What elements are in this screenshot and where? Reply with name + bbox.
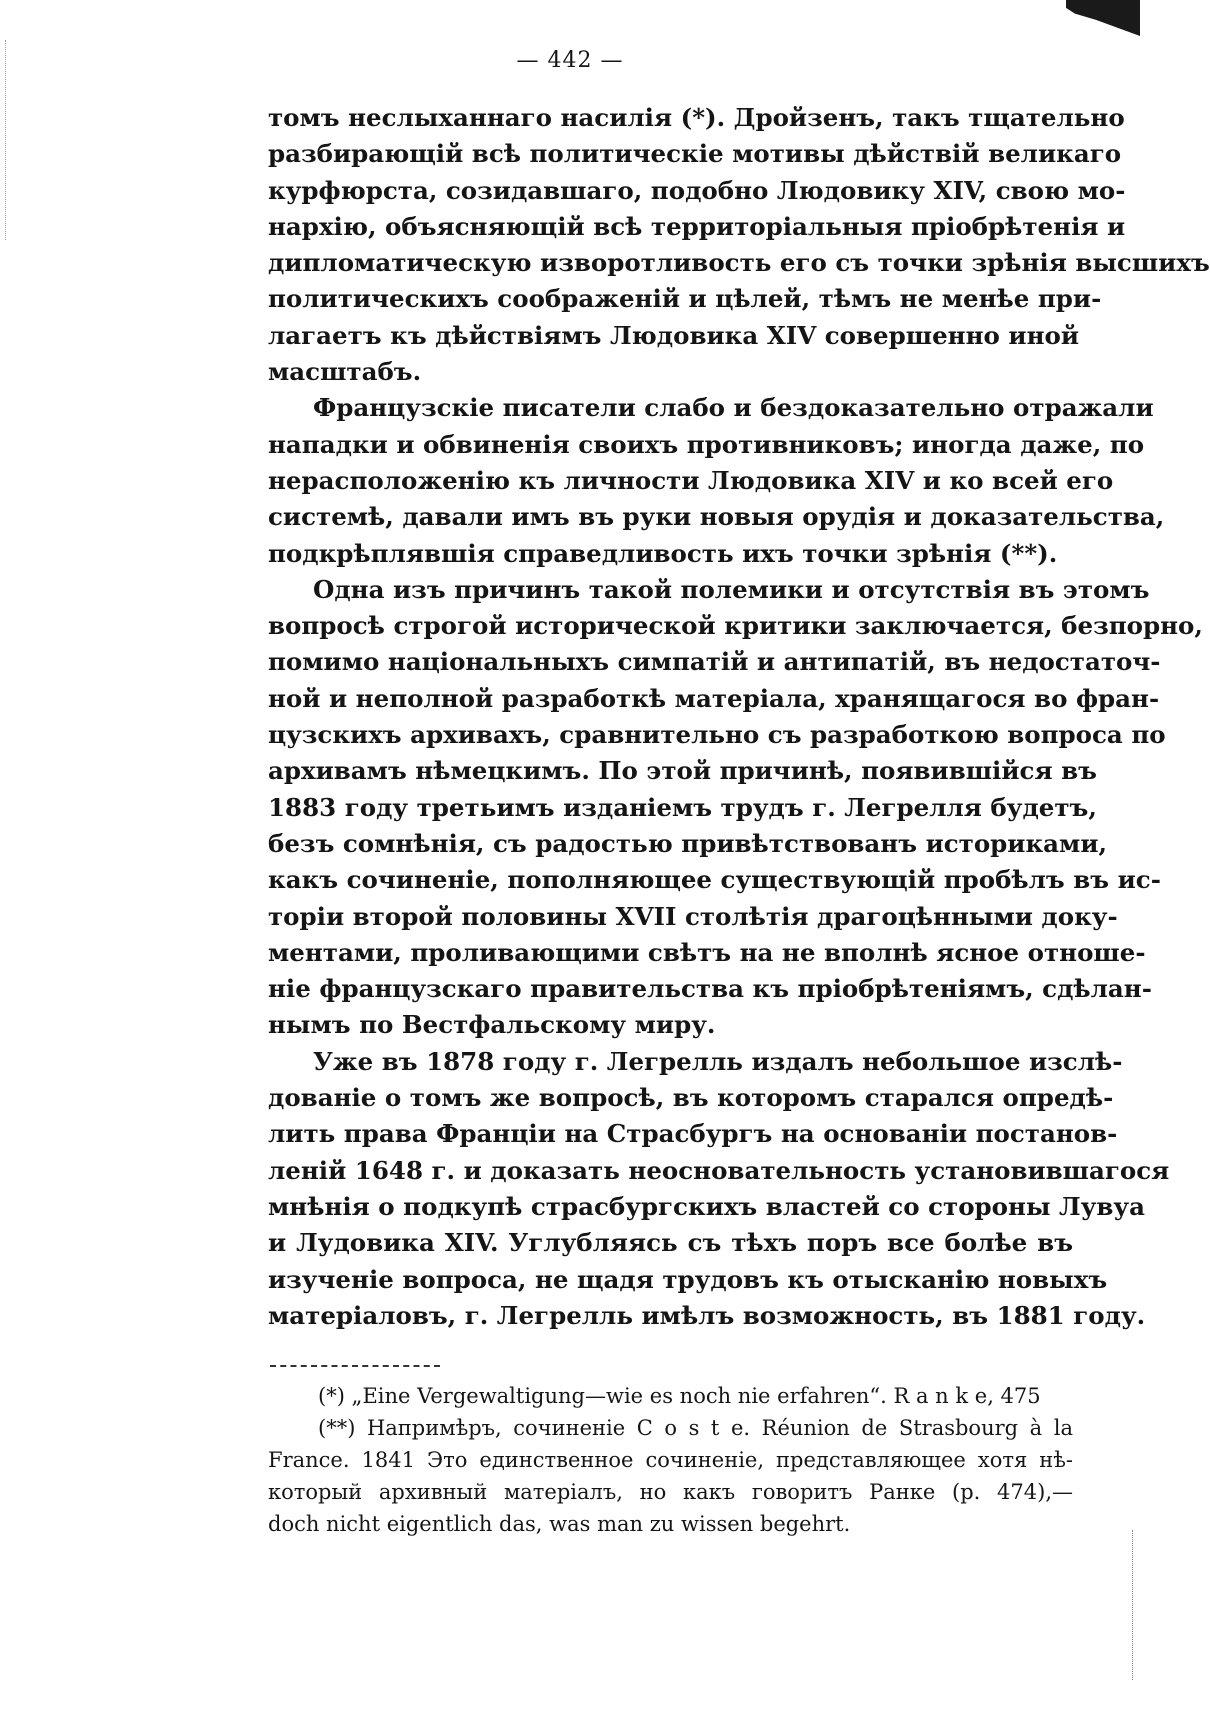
text-line: мнѣнія о подкупѣ страсбургскихъ властей со стороны Лувуа	[268, 1191, 1145, 1221]
paragraph-1	[268, 100, 1210, 390]
text-line: лить права Франціи на Страсбургъ на основаніи постанов-	[268, 1119, 1118, 1149]
footnotes	[268, 1380, 1073, 1540]
footnote-line: (**) Напримѣръ, сочиненіе C o s t e. Réunion de Strasbourg à la	[318, 1416, 1073, 1440]
scan-right-edge	[1132, 1530, 1134, 1680]
text-line: лагаетъ къ дѣйствіямъ Людовика XIV совершенно иной	[268, 320, 1080, 350]
text-line: вопросѣ строгой исторической критики заключается, безпорно,	[268, 611, 1203, 641]
text-line: курфюрста, созидавшаго, подобно Людовику XIV, свою мо-	[268, 175, 1126, 205]
footnote-separator	[270, 1365, 440, 1367]
text-line: безъ сомнѣнія, съ радостью привѣтствованъ историками,	[268, 828, 1108, 858]
text-line: Французскіе писатели слабо и бездоказательно отражали	[313, 393, 1154, 423]
footnote-line: (*) „Eine Vergewaltigung—wie es noch nie erfahren“. R a n k e, 475	[318, 1384, 1041, 1408]
text-line: подкрѣплявшія справедливость ихъ точки зрѣнія (**).	[268, 538, 1058, 568]
footnote-2	[268, 1412, 1073, 1540]
text-line: масштабъ.	[268, 357, 422, 387]
footnote-line: doch nicht eigentlich das, was man zu wissen begehrt.	[268, 1512, 851, 1536]
text-line: архивамъ нѣмецкимъ. По этой причинѣ, появившійся въ	[268, 756, 1097, 786]
text-line: системѣ, давали имъ въ руки новыя орудія и доказательства,	[268, 502, 1165, 532]
text-line: разбирающій всѣ политическіе мотивы дѣйствій великаго	[268, 139, 1122, 169]
paragraph-3	[268, 572, 1203, 1044]
footnote-line: который архивный матеріалъ, но какъ говоритъ Ранке (p. 474),—	[268, 1480, 1073, 1504]
page-number: — 442 —	[516, 48, 624, 73]
text-line: нерасположенію къ личности Людовика XIV и ко всей его	[268, 465, 1114, 495]
text-line: Уже въ 1878 году г. Легрелль издалъ небольшое изслѣ-	[313, 1046, 1123, 1076]
text-line: нападки и обвиненія своихъ противниковъ; иногда даже, по	[268, 429, 1145, 459]
footnote-1	[268, 1380, 1073, 1412]
text-line: торіи второй половины XVII столѣтія драгоцѣнными доку-	[268, 901, 1118, 931]
paragraph-4	[268, 1044, 1170, 1334]
text-line: матеріаловъ, г. Легрелль имѣлъ возможность, въ 1881 году.	[268, 1300, 1146, 1330]
text-line: политическихъ соображеній и цѣлей, тѣмъ не менѣе при-	[268, 284, 1102, 314]
text-line: томъ неслыханнаго насилія (*). Дройзенъ, такъ тщательно	[268, 103, 1125, 132]
text-line: леній 1648 г. и доказать неосновательность установившагося	[268, 1155, 1170, 1185]
text-line: дованіе о томъ же вопросѣ, въ которомъ старался опредѣ-	[268, 1083, 1114, 1113]
text-line: 1883 году третьимъ изданіемъ трудъ г. Легрелля будетъ,	[268, 792, 1097, 822]
text-line: и Лудовика XIV. Углубляясь съ тѣхъ поръ все болѣе въ	[268, 1228, 1073, 1258]
text-line: цузскихъ архивахъ, сравнительно съ разработкою вопроса по	[268, 720, 1166, 750]
paragraph-2	[268, 390, 1165, 571]
text-line: Одна изъ причинъ такой полемики и отсутствія въ этомъ	[313, 574, 1150, 604]
text-line: нымъ по Вестфальскому миру.	[268, 1010, 716, 1040]
text-line: нархію, объясняющій всѣ территоріальныя пріобрѣтенія и	[268, 211, 1126, 241]
text-line: дипломатическую изворотливость его съ точки зрѣнія высшихъ	[268, 248, 1210, 278]
footnote-line: France. 1841 Это единственное сочиненіе, представляющее хотя нѣ-	[268, 1448, 1073, 1472]
text-line: ментами, проливающими свѣтъ на не вполнѣ ясное отноше-	[268, 937, 1146, 967]
scan-corner-mark	[1066, 0, 1140, 36]
text-line: помимо національныхъ симпатій и антипатій, въ недостаточ-	[268, 647, 1161, 677]
main-text	[268, 100, 1210, 1334]
text-line: ной и неполной разработкѣ матеріала, хранящагося во фран-	[268, 683, 1160, 713]
text-line: изученіе вопроса, не щадя трудовъ къ отысканію новыхъ	[268, 1264, 1108, 1294]
text-line: какъ сочиненіе, пополняющее существующій пробѣлъ въ ис-	[268, 865, 1161, 895]
text-line: ніе французскаго правительства къ пріобрѣтеніямъ, сдѣлан-	[268, 974, 1152, 1004]
